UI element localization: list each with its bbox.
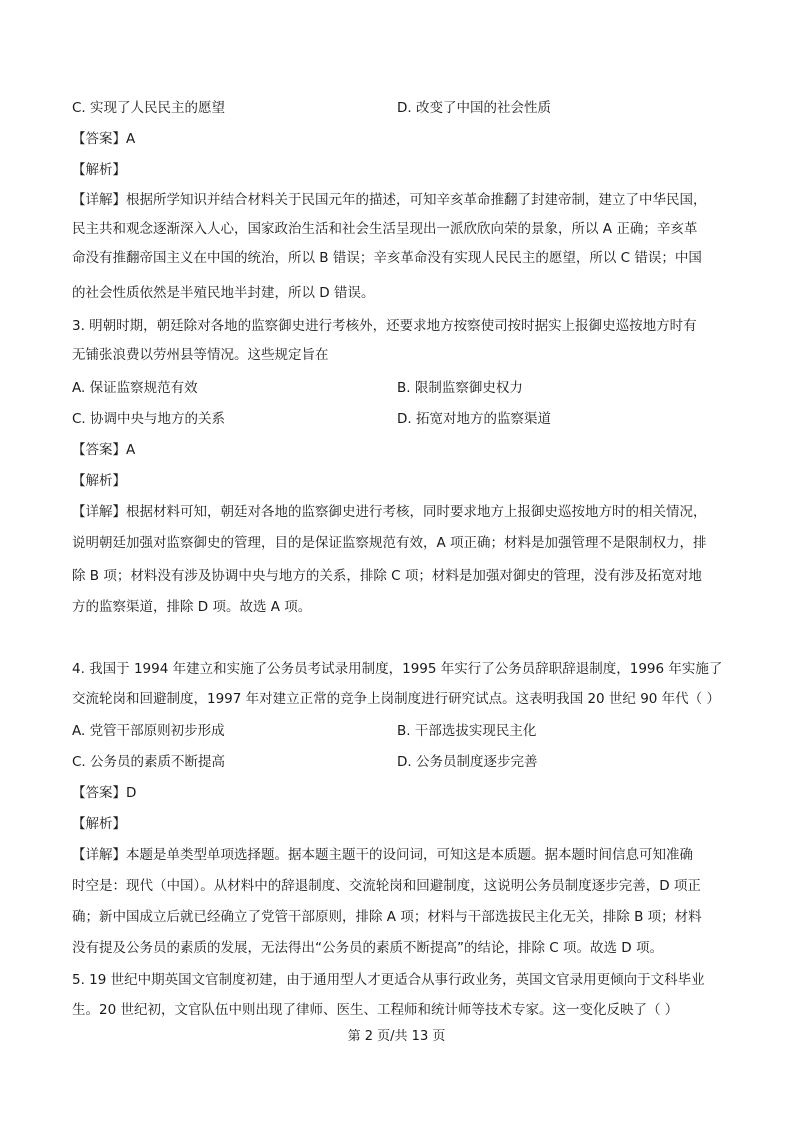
q3-detail-line: 【详解】根据材料可知，朝廷对各地的监察御史进行考核，同时要求地方上报御史巡按地方时的相关情况， xyxy=(72,504,707,520)
q4-analysis-label: 【解析】 xyxy=(72,816,126,832)
q3-answer: 【答案】A xyxy=(72,442,136,458)
q4-option-d: D. 公务员制度逐步完善 xyxy=(397,754,538,770)
q3-stem-line: 3. 明朝时期，朝廷除对各地的监察御史进行考核外，还要求地方按察使司按时据实上报御史巡按地方时有 xyxy=(72,318,697,334)
q2-detail-line: 民主共和观念逐渐深入人心，国家政治生活和社会生活呈现出一派欣欣向荣的景象，所以 A 正确；辛亥革 xyxy=(72,221,698,237)
q2-analysis-label: 【解析】 xyxy=(72,162,126,178)
q2-answer: 【答案】A xyxy=(72,131,136,147)
q5-stem-line: 生。20 世纪初，文官队伍中则出现了律师、医生、工程师和统计师等技术专家。这一变化反映了（ ） xyxy=(72,1002,679,1018)
q4-detail-line: 没有提及公务员的素质的发展，无法得出“公务员的素质不断提高”的结论，排除 C 项。故选 D 项。 xyxy=(72,940,663,956)
q3-stem-line: 无铺张浪费以劳州县等情况。这些规定旨在 xyxy=(72,347,329,363)
q4-option-c: C. 公务员的素质不断提高 xyxy=(72,754,226,770)
q4-answer: 【答案】D xyxy=(72,785,137,801)
q3-detail-line: 方的监察渠道，排除 D 项。故选 A 项。 xyxy=(72,599,312,615)
q4-detail-line: 时空是：现代（中国）。从材料中的辞退制度、交流轮岗和回避制度，这说明公务员制度逐步完善，D 项正 xyxy=(72,878,701,894)
q4-stem-line: 交流轮岗和回避制度，1997 年对建立正常的竞争上岗制度进行研究试点。这表明我国 20 世纪 90 年代（ ） xyxy=(72,691,720,707)
q2-detail-line: 命没有推翻帝国主义在中国的统治，所以 B 错误；辛亥革命没有实现人民民主的愿望，所以 C 错误；中国 xyxy=(72,250,702,266)
q3-option-b: B. 限制监察御史权力 xyxy=(397,380,523,396)
q3-analysis-label: 【解析】 xyxy=(72,473,126,489)
q2-detail-line: 【详解】根据所学知识并结合材料关于民国元年的描述，可知辛亥革命推翻了封建帝制，建立了中华民国， xyxy=(72,192,707,208)
q3-option-a: A. 保证监察规范有效 xyxy=(72,380,198,396)
q4-detail-line: 【详解】本题是单类型单项选择题。据本题主题干的设问词，可知这是本质题。据本题时间信息可知准确 xyxy=(72,847,693,863)
q4-detail-line: 确；新中国成立后就已经确立了党管干部原则，排除 A 项；材料与干部选拔民主化无关，排除 B 项；材料 xyxy=(72,909,702,925)
q3-option-d: D. 拓宽对地方的监察渠道 xyxy=(397,411,551,427)
q4-option-a: A. 党管干部原则初步形成 xyxy=(72,723,225,739)
q5-stem-line: 5. 19 世纪中期英国文官制度初建，由于通用型人才更适合从事行政业务，英国文官录用更倾向于文科毕业 xyxy=(72,972,705,988)
q4-option-b: B. 干部选拔实现民主化 xyxy=(397,723,537,739)
q3-detail-line: 说明朝廷加强对监察御史的管理，目的是保证监察规范有效，A 项正确；材料是加强管理不是限制权力，排 xyxy=(72,535,707,551)
q3-detail-line: 除 B 项；材料没有涉及协调中央与地方的关系，排除 C 项；材料是加强对御史的管理，没有涉及拓宽对地 xyxy=(72,568,702,584)
q4-stem-line: 4. 我国于 1994 年建立和实施了公务员考试录用制度，1995 年实行了公务员辞职辞退制度，1996 年实施了 xyxy=(72,661,723,677)
q2-option-d: D. 改变了中国的社会性质 xyxy=(397,100,551,116)
q2-detail-line: 的社会性质依然是半殖民地半封建，所以 D 错误。 xyxy=(72,285,375,301)
q3-option-c: C. 协调中央与地方的关系 xyxy=(72,411,226,427)
page-number-footer: 第 2 页/共 13 页 xyxy=(347,1029,446,1044)
q2-option-c: C. 实现了人民民主的愿望 xyxy=(72,100,226,116)
